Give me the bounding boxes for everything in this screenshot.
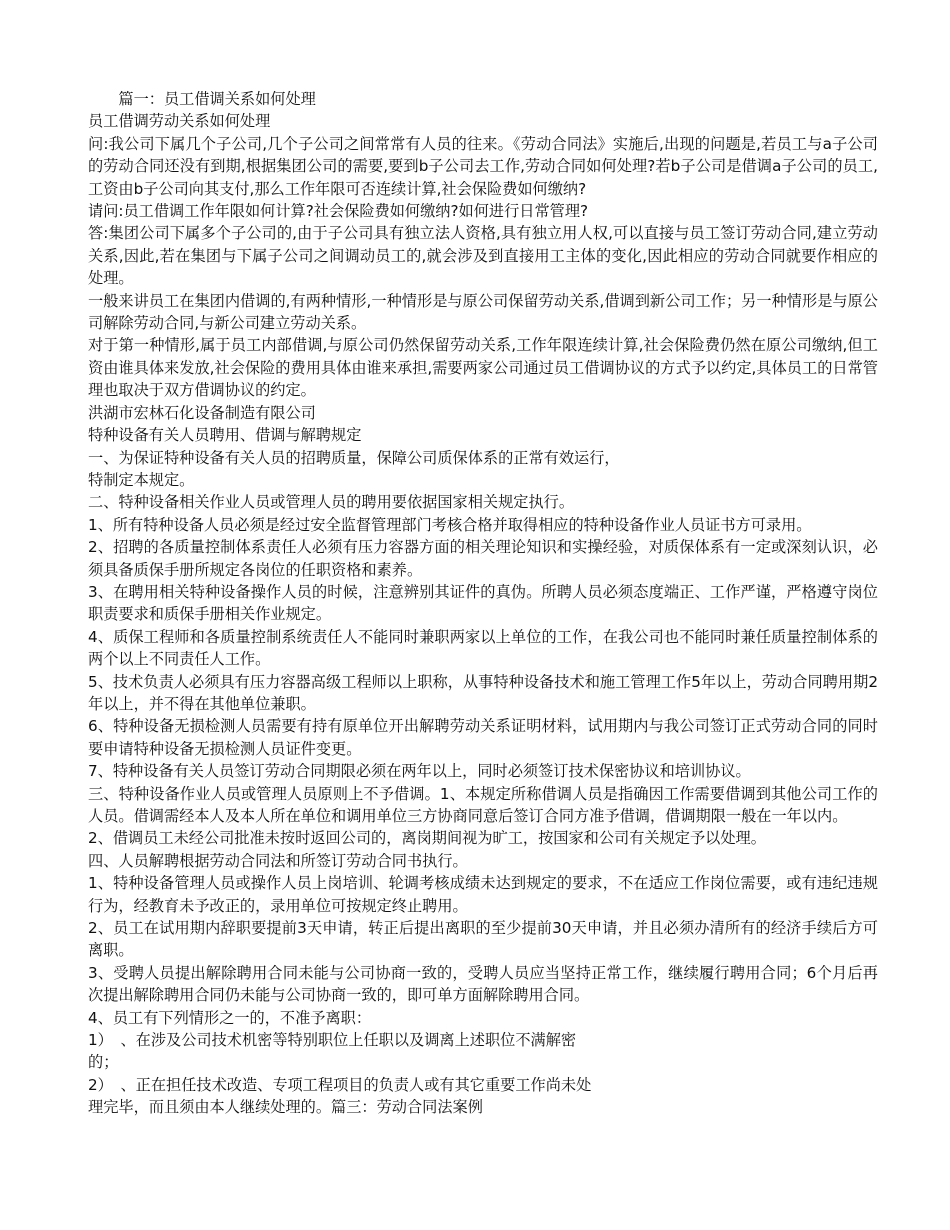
- rule-item-5: 5、技术负责人必须具有压力容器高级工程师以上职称，从事特种设备技术和施工管理工作5年以上，劳动合同聘用期2年以上，并不得在其他单位兼职。: [88, 672, 878, 713]
- condition-1-cont: 的；: [88, 1053, 119, 1072]
- paragraph-request: 请问:员工借调工作年限如何计算?社会保险费如何缴纳?如何进行日常管理?: [88, 202, 589, 221]
- section-three: 三、特种设备作业人员或管理人员原则上不予借调。1、本规定所称借调人员是指确因工作需要借调到其他公司工作的人员。借调需经本人及本人所在单位和调用单位三方协商同意后签订合同方准予借调，借调期限一般在一年以内。: [88, 784, 878, 825]
- rule-item-4: 4、质保工程师和各质量控制系统责任人不能同时兼职两家以上单位的工作，在我公司也不能同时兼任质量控制体系的两个以上不同责任人工作。: [88, 627, 878, 669]
- condition-2-cont: 理完毕，而且须由本人继续处理的。篇三：劳动合同法案例: [88, 1098, 483, 1117]
- section-one-cont: 特制定本规定。: [88, 470, 195, 489]
- dismissal-item-3: 3、受聘人员提出解除聘用合同未能与公司协商一致的，受聘人员应当坚持正常工作，继续履行聘用合同；6个月后再次提出解除聘用合同仍未能与公司协商一致的，即可单方面解除聘用合同。: [88, 963, 878, 1005]
- section-four: 四、人员解聘根据劳动合同法和所签订劳动合同书执行。: [88, 851, 468, 870]
- paragraph-first-case: 对于第一种情形,属于员工内部借调,与原公司仍然保留劳动关系,工作年限连续计算,社会保险费仍然在原公司缴纳,但工资由谁具体来发放,社会保险的费用具体由谁来承担,需要两家公司通过员工借调协议的方式予以约定,具体员工的日常管理也取决于双方借调协议的约定。: [88, 336, 878, 400]
- paragraph-two-cases: 一般来讲员工在集团内借调的,有两种情形,一种情形是与原公司保留劳动关系,借调到新公司工作；另一种情形是与原公司解除劳动合同,与新公司建立劳动关系。: [88, 291, 878, 333]
- condition-2: 2） 、正在担任技术改造、专项工程项目的负责人或有其它重要工作尚未处: [88, 1075, 592, 1094]
- rule-item-3: 3、在聘用相关特种设备操作人员的时候，注意辨别其证件的真伪。所聘人员必须态度端正、工作严谨，严格遵守岗位职责要求和质保手册相关作业规定。: [88, 582, 878, 624]
- rule-item-6: 6、特种设备无损检测人员需要有持有原单位开出解聘劳动关系证明材料，试用期内与我公司签订正式劳动合同的同时要申请特种设备无损检测人员证件变更。: [88, 717, 878, 758]
- company-name: 洪湖市宏林石化设备制造有限公司: [88, 403, 316, 422]
- dismissal-item-2: 2、员工在试用期内辞职要提前3天申请，转正后提出离职的至少提前30天申请，并且必须办清所有的经济手续后方可离职。: [88, 919, 878, 960]
- section-two: 二、特种设备相关作业人员或管理人员的聘用要依据国家相关规定执行。: [88, 493, 574, 512]
- document-title: 员工借调劳动关系如何处理: [88, 112, 271, 131]
- rule-item-1: 1、所有特种设备人员必须是经过安全监督管理部门考核合格并取得相应的特种设备作业人员证书方可录用。: [88, 515, 812, 534]
- condition-1: 1） 、在涉及公司技术机密等特别职位上任职以及调离上述职位不满解密: [88, 1031, 577, 1050]
- paragraph-question: 问:我公司下属几个子公司,几个子公司之间常常有人员的往来。《劳动合同法》实施后,出现的问题是,若员工与a子公司的劳动合同还没有到期,根据集团公司的需要,要到b子公司去工作,劳动合同如何处理?若b子公司是借调a子公司的员工,工资由b子公司向其支付,那么工作年限可否连续计算,社会保险费如何缴纳?: [88, 134, 878, 198]
- rule-item-2: 2、招聘的各质量控制体系责任人必须有压力容器方面的相关理论知识和实操经验，对质保体系有一定或深刻认识，必须具备质保手册所规定各岗位的任职资格和素养。: [88, 538, 878, 579]
- paragraph-answer: 答:集团公司下属多个子公司的,由于子公司具有独立法人资格,具有独立用人权,可以直接与员工签订劳动合同,建立劳动关系,因此,若在集团与下属子公司之间调动员工的,就会涉及到直接用工主体的变化,因此相应的劳动合同就要作相应的处理。: [88, 224, 878, 288]
- dismissal-item-1: 1、特种设备管理人员或操作人员上岗培训、轮调考核成绩未达到规定的要求，不在适应工作岗位需要，或有违纪违规行为，经教育未予改正的，录用单位可按规定终止聘用。: [88, 874, 878, 915]
- rule-item-7: 7、特种设备有关人员签订劳动合同期限必须在两年以上，同时必须签订技术保密协议和培训协议。: [88, 762, 751, 781]
- section-one: 一、为保证特种设备有关人员的招聘质量，保障公司质保体系的正常有效运行，: [88, 448, 620, 467]
- regulation-title: 特种设备有关人员聘用、借调与解聘规定: [88, 426, 362, 445]
- document-page: [88, 88, 878, 1119]
- dismissal-item-4: 4、员工有下列情形之一的，不准予离职：: [88, 1008, 372, 1027]
- section-heading: 篇一：员工借调关系如何处理: [88, 90, 316, 108]
- secondment-item-2: 2、借调员工未经公司批准未按时返回公司的，离岗期间视为旷工，按国家和公司有关规定予以处理。: [88, 829, 766, 848]
